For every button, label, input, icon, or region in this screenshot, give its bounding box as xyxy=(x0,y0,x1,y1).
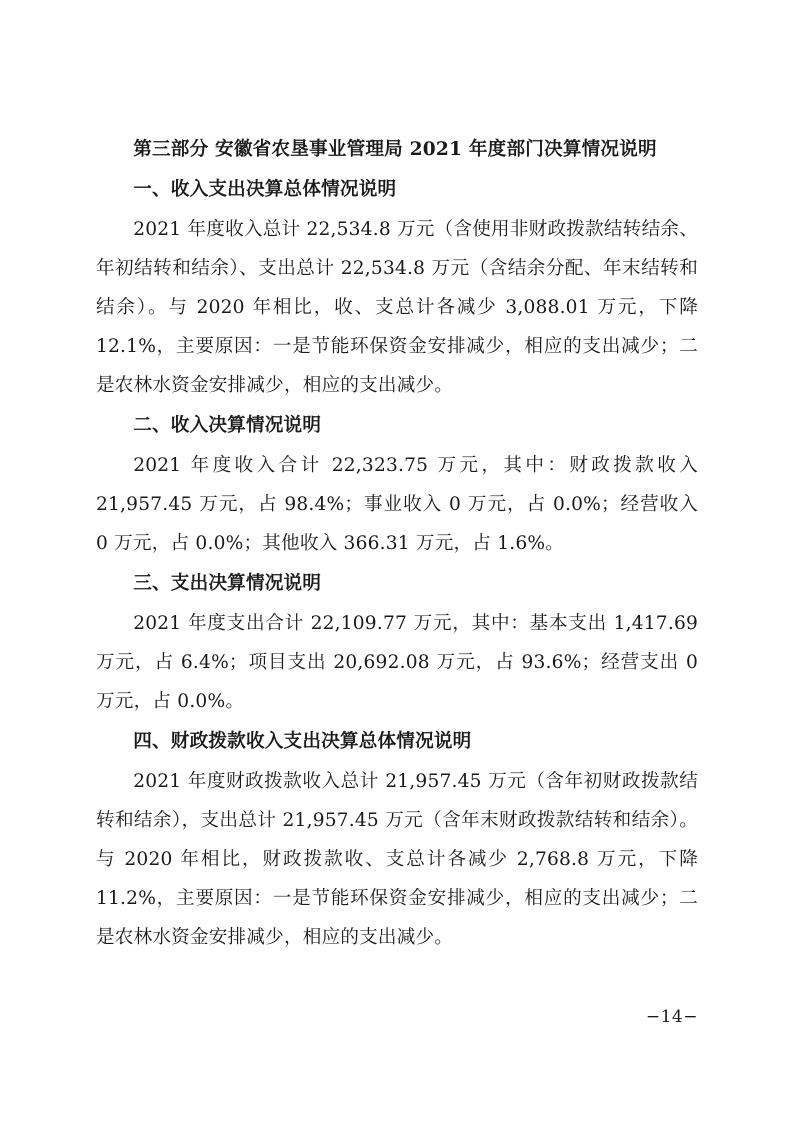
document-body xyxy=(96,130,698,957)
subsection-body-1: 2021 年度收入总计 22,534.8 万元（含使用非财政拨款结转结余、年初结转和结余）、支出总计 22,534.8 万元（含结余分配、年末结转和结余）。与 2020 年相比，收、支总计各减少 3,088.01 万元，下降 12.1%，主要原因：一是节能环保资金安排减少，相应的支出减少；二是农林水资金安排减少，相应的支出减少。 xyxy=(96,219,698,396)
section-heading: 第三部分 安徽省农垦事业管理局 2021 年度部门决算情况说明 xyxy=(133,139,657,160)
subsection-body-3: 2021 年度支出合计 22,109.77 万元，其中：基本支出 1,417.69 万元，占 6.4%；项目支出 20,692.08 万元，占 93.6%；经营支出 0 万元，占 0.0%。 xyxy=(96,613,698,712)
subsection-heading-4: 四、财政拨款收入支出决算总体情况说明 xyxy=(133,731,472,752)
subsection-heading-2: 二、收入决算情况说明 xyxy=(133,415,322,436)
subsection-body-2: 2021 年度收入合计 22,323.75 万元，其中：财政拨款收入 21,957.45 万元，占 98.4%；事业收入 0 万元，占 0.0%；经营收入 0 万元，占 0.0%；其他收入 366.31 万元，占 1.6%。 xyxy=(96,455,698,554)
subsection-heading-1: 一、收入支出决算总体情况说明 xyxy=(133,179,397,200)
page-number: −14− xyxy=(645,1007,698,1027)
subsection-heading-3: 三、支出决算情况说明 xyxy=(133,573,322,594)
subsection-body-4: 2021 年度财政拨款收入总计 21,957.45 万元（含年初财政拨款结转和结余），支出总计 21,957.45 万元（含年末财政拨款结转和结余）。与 2020 年相比，财政拨款收、支总计各减少 2,768.8 万元，下降 11.2%，主要原因：一是节能环保资金安排减少，相应的支出减少；二是农林水资金安排减少，相应的支出减少。 xyxy=(96,771,698,948)
